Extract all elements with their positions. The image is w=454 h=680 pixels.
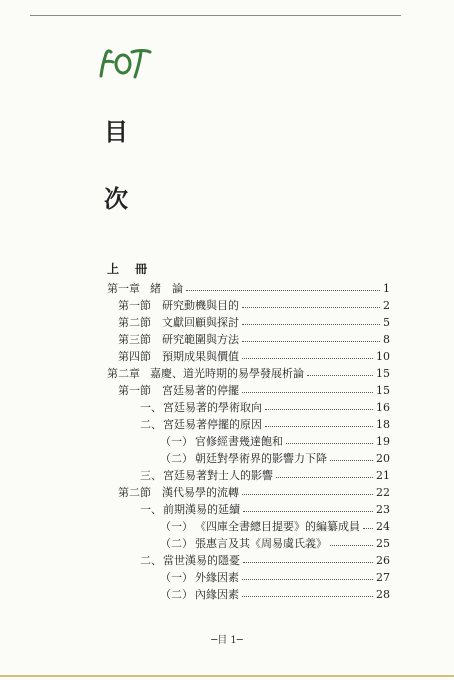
toc-entry[interactable] (0, 552, 454, 569)
toc-entry-page: 10 (376, 350, 390, 363)
toc-entry-label: （一） (160, 520, 193, 533)
toc-leader-dots (186, 280, 380, 297)
toc-entry-label: 第二章 (107, 367, 140, 380)
toc-entry-page: 5 (383, 316, 390, 329)
toc-leader-dots (286, 433, 373, 450)
toc-entry-title: 預期成果與價值 (162, 350, 239, 363)
toc-leader-dots (265, 416, 373, 433)
toc-entry-label: 第一節 (118, 384, 151, 397)
toc-entry[interactable] (0, 280, 454, 297)
page-footer: ─目 1─ (211, 635, 243, 646)
toc-heading-char-2: 次 (104, 184, 128, 213)
toc-leader-dots (242, 297, 380, 314)
toc-entry[interactable] (0, 399, 454, 416)
toc-entry-title: 朝廷對學術界的影響力下降 (195, 452, 327, 465)
toc-entry-page: 28 (376, 588, 390, 601)
toc-entry-title: 內緣因素 (195, 588, 239, 601)
toc-leader-dots (242, 348, 373, 365)
toc-entry-label: （一） (160, 571, 193, 584)
toc-entry-title: 文獻回顧與探討 (162, 316, 239, 329)
volume-label: 上 冊 (107, 262, 154, 276)
toc-entry[interactable] (0, 365, 454, 382)
toc-leader-dots (242, 382, 373, 399)
toc-entry-page: 8 (383, 333, 390, 346)
toc-entry-title: 研究範圍與方法 (162, 333, 239, 346)
toc-entry-title: 前期漢易的延續 (163, 503, 240, 516)
toc-entry[interactable] (0, 314, 454, 331)
toc-entry-label: （一） (160, 435, 193, 448)
toc-leader-dots (242, 586, 373, 603)
toc-entry-page: 21 (376, 469, 390, 482)
toc-leader-dots (276, 467, 373, 484)
table-of-contents (0, 280, 454, 603)
toc-entry-title: 宮廷易著停擺的原因 (163, 418, 262, 431)
toc-entry-title: 宮廷易著的停擺 (162, 384, 239, 397)
toc-entry-label: 一、 (140, 503, 162, 516)
toc-entry[interactable] (0, 586, 454, 603)
toc-entry-label: （二） (160, 537, 193, 550)
toc-leader-dots (330, 450, 373, 467)
toc-leader-dots (307, 365, 373, 382)
toc-entry[interactable] (0, 535, 454, 552)
toc-entry-title: 張惠言及其《周易虞氏義》 (195, 537, 327, 550)
toc-entry[interactable] (0, 416, 454, 433)
toc-entry-label: 三、 (140, 469, 162, 482)
toc-entry-page: 16 (376, 401, 390, 414)
toc-entry[interactable] (0, 518, 454, 535)
toc-entry-title: 研究動機與目的 (162, 299, 239, 312)
toc-entry-label: 第三節 (118, 333, 151, 346)
toc-entry-page: 1 (383, 282, 390, 295)
toc-entry-page: 19 (376, 435, 390, 448)
toc-entry[interactable] (0, 484, 454, 501)
toc-entry-page: 15 (376, 367, 390, 380)
toc-entry-title: 官修經書幾達飽和 (195, 435, 283, 448)
toc-leader-dots (243, 552, 373, 569)
toc-entry-page: 25 (376, 537, 390, 550)
toc-entry-label: 第二節 (118, 316, 151, 329)
toc-entry[interactable] (0, 569, 454, 586)
toc-entry-title: 宮廷易著的學術取向 (163, 401, 262, 414)
toc-leader-dots (242, 314, 380, 331)
toc-leader-dots (265, 399, 373, 416)
toc-entry[interactable] (0, 433, 454, 450)
toc-entry-page: 22 (376, 486, 390, 499)
toc-entry-title: 漢代易學的流轉 (162, 486, 239, 499)
toc-entry-label: （二） (160, 588, 193, 601)
toc-entry-page: 18 (376, 418, 390, 431)
toc-leader-dots (242, 331, 380, 348)
toc-entry-label: （二） (160, 452, 193, 465)
toc-entry-page: 27 (376, 571, 390, 584)
toc-entry-title: 當世漢易的隱憂 (163, 554, 240, 567)
toc-entry-label: 二、 (140, 554, 162, 567)
toc-entry-label: 第二節 (118, 486, 151, 499)
bottom-edge-line (0, 675, 454, 677)
toc-entry-label: 第四節 (118, 350, 151, 363)
toc-heading-char-1: 目 (104, 117, 128, 146)
toc-entry-title: 《四庫全書總目提要》的編纂成員 (195, 520, 360, 533)
publisher-logo (98, 46, 154, 82)
toc-entry-page: 15 (376, 384, 390, 397)
toc-entry-page: 24 (376, 520, 390, 533)
toc-entry-title: 外緣因素 (195, 571, 239, 584)
toc-entry-label: 第一節 (118, 299, 151, 312)
toc-entry[interactable] (0, 297, 454, 314)
toc-entry-title: 緒 論 (150, 282, 183, 295)
toc-entry-page: 23 (376, 503, 390, 516)
toc-entry-label: 第一章 (107, 282, 140, 295)
toc-entry[interactable] (0, 467, 454, 484)
toc-leader-dots (330, 535, 373, 552)
toc-entry-label: 一、 (140, 401, 162, 414)
toc-entry[interactable] (0, 450, 454, 467)
toc-entry[interactable] (0, 348, 454, 365)
toc-leader-dots (363, 518, 373, 535)
toc-entry-page: 2 (383, 299, 390, 312)
toc-entry[interactable] (0, 331, 454, 348)
toc-entry-page: 26 (376, 554, 390, 567)
toc-leader-dots (242, 569, 373, 586)
toc-entry-page: 20 (376, 452, 390, 465)
toc-entry[interactable] (0, 501, 454, 518)
toc-leader-dots (243, 501, 373, 518)
toc-entry-title: 嘉慶、道光時期的易學發展析論 (150, 367, 304, 380)
toc-leader-dots (242, 484, 373, 501)
toc-entry-title: 宮廷易著對士人的影響 (163, 469, 273, 482)
top-rule (30, 15, 401, 16)
toc-entry[interactable] (0, 382, 454, 399)
toc-entry-label: 二、 (140, 418, 162, 431)
